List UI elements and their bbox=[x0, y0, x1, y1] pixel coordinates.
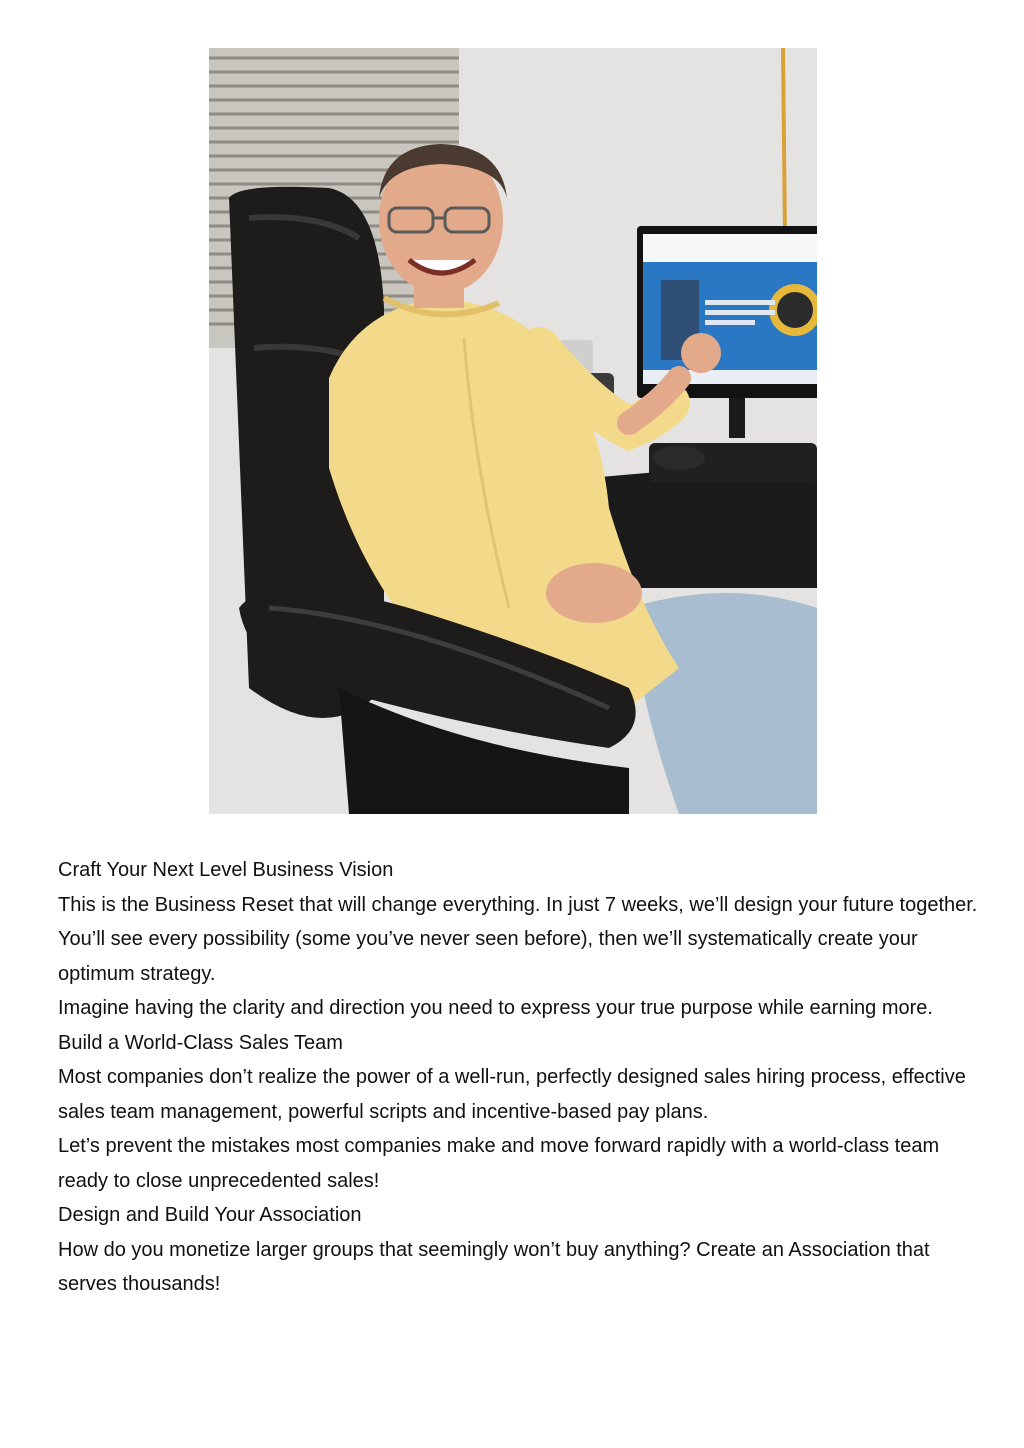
paragraph: How do you monetize larger groups that seemingly won’t buy anything? Create an Association that serves thousands! bbox=[58, 1238, 930, 1295]
section-heading: Build a World-Class Sales Team bbox=[58, 1031, 343, 1054]
document-body bbox=[58, 853, 978, 1302]
paragraph: Imagine having the clarity and direction you need to express your true purpose while earning more. bbox=[58, 997, 933, 1019]
paragraph: This is the Business Reset that will change everything. In just 7 weeks, we’ll design your future together. You’ll see every possibility (some you’ve never seen before), then we’ll systematically create your optimum strategy. bbox=[58, 893, 978, 985]
paragraph: Let’s prevent the mistakes most companies make and move forward rapidly with a world-class team ready to close unprecedented sales! bbox=[58, 1135, 940, 1192]
paragraph: Most companies don’t realize the power of a well-run, perfectly designed sales hiring process, effective sales team management, powerful scripts and incentive-based pay plans. bbox=[58, 1066, 966, 1123]
section-heading: Craft Your Next Level Business Vision bbox=[58, 859, 394, 881]
section-heading: Design and Build Your Association bbox=[58, 1204, 362, 1226]
portrait-photo bbox=[209, 48, 817, 814]
